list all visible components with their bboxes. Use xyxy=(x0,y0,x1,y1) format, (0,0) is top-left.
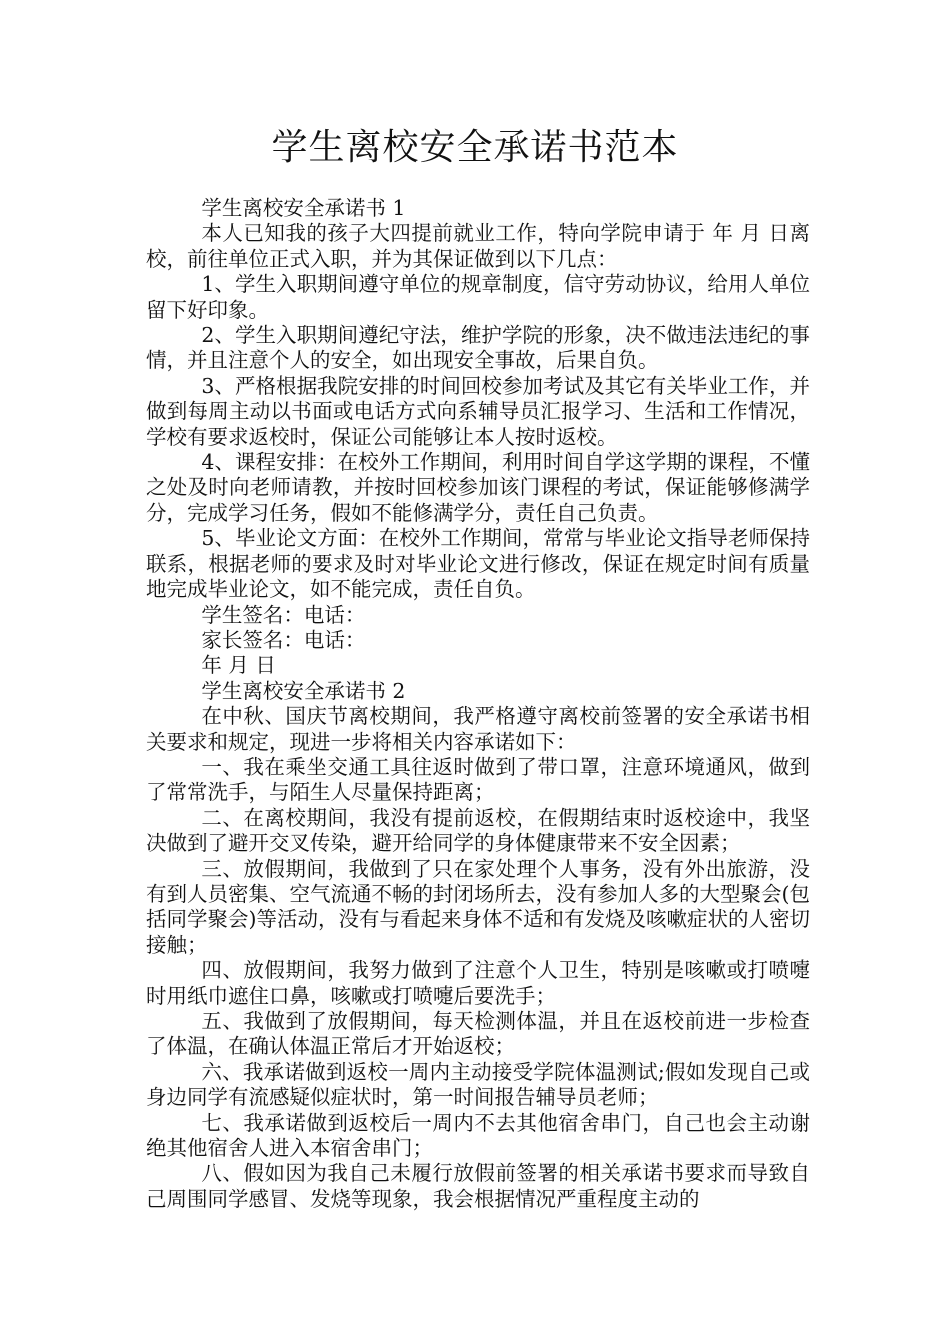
paragraph-pledge-1: 一、我在乘坐交通工具往返时做到了带口罩，注意环境通风，做到了常常洗手，与陌生人尽量保持距离； xyxy=(146,754,810,805)
paragraph-pledge-4: 四、放假期间，我努力做到了注意个人卫生，特别是咳嗽或打喷嚏时用纸巾遮住口鼻，咳嗽或打喷嚏后要洗手； xyxy=(146,958,810,1008)
parent-signature-line: 家长签名：电话： xyxy=(201,627,366,652)
document-body xyxy=(146,196,810,1212)
date-line: 年 月 日 xyxy=(201,653,276,678)
section-heading-2: 学生离校安全承诺书 2 xyxy=(201,678,406,703)
paragraph-intro-2: 在中秋、国庆节离校期间，我严格遵守离校前签署的安全承诺书相关要求和规定，现进一步将相关内容承诺如下： xyxy=(146,704,810,754)
paragraph-pledge-3: 三、放假期间，我做到了只在家处理个人事务，没有外出旅游，没有到人员密集、空气流通不畅的封闭场所去，没有参加人多的大型聚会(包括同学聚会)等活动，没有与看起来身体不适和有发烧及咳嗽症状的人密切接触； xyxy=(146,856,810,957)
section-heading-1: 学生离校安全承诺书 1 xyxy=(201,196,406,220)
paragraph-item-1: 1、学生入职期间遵守单位的规章制度，信守劳动协议，给用人单位留下好印象。 xyxy=(146,272,810,322)
paragraph-item-3: 3、严格根据我院安排的时间回校参加考试及其它有关毕业工作，并做到每周主动以书面或电话方式向系辅导员汇报学习、生活和工作情况，学校有要求返校时，保证公司能够让本人按时返校。 xyxy=(146,373,810,449)
paragraph-intro: 本人已知我的孩子大四提前就业工作，特向学院申请于 年 月 日离校，前往单位正式入职，并为其保证做到以下几点： xyxy=(146,221,810,271)
paragraph-pledge-7: 七、我承诺做到返校后一周内不去其他宿舍串门，自己也会主动谢绝其他宿舍人进入本宿舍串门； xyxy=(146,1110,810,1161)
paragraph-item-5: 5、毕业论文方面：在校外工作期间，常常与毕业论文指导老师保持联系，根据老师的要求及时对毕业论文进行修改，保证在规定时间有质量地完成毕业论文，如不能完成，责任自负。 xyxy=(146,526,810,602)
document-title: 学生离校安全承诺书范本 xyxy=(271,127,679,168)
student-signature-line: 学生签名：电话： xyxy=(201,602,366,627)
paragraph-pledge-8: 八、假如因为我自己未履行放假前签署的相关承诺书要求而导致自己周围同学感冒、发烧等现象，我会根据情况严重程度主动的 xyxy=(146,1161,810,1211)
paragraph-item-2: 2、学生入职期间遵纪守法，维护学院的形象，决不做违法违纪的事情，并且注意个人的安全，如出现安全事故，后果自负。 xyxy=(146,323,810,373)
paragraph-pledge-6: 六、我承诺做到返校一周内主动接受学院体温测试;假如发现自己或身边同学有流感疑似症状时，第一时间报告辅导员老师； xyxy=(146,1059,810,1110)
paragraph-pledge-5: 五、我做到了放假期间，每天检测体温，并且在返校前进一步检查了体温，在确认体温正常后才开始返校； xyxy=(146,1009,810,1059)
paragraph-item-4: 4、课程安排：在校外工作期间，利用时间自学这学期的课程，不懂之处及时向老师请教，并按时回校参加该门课程的考试，保证能够修满学分，完成学习任务，假如不能修满学分，责任自己负责。 xyxy=(146,450,810,525)
paragraph-pledge-2: 二、在离校期间，我没有提前返校，在假期结束时返校途中，我坚决做到了避开交叉传染，避开给同学的身体健康带来不安全因素； xyxy=(146,805,810,856)
